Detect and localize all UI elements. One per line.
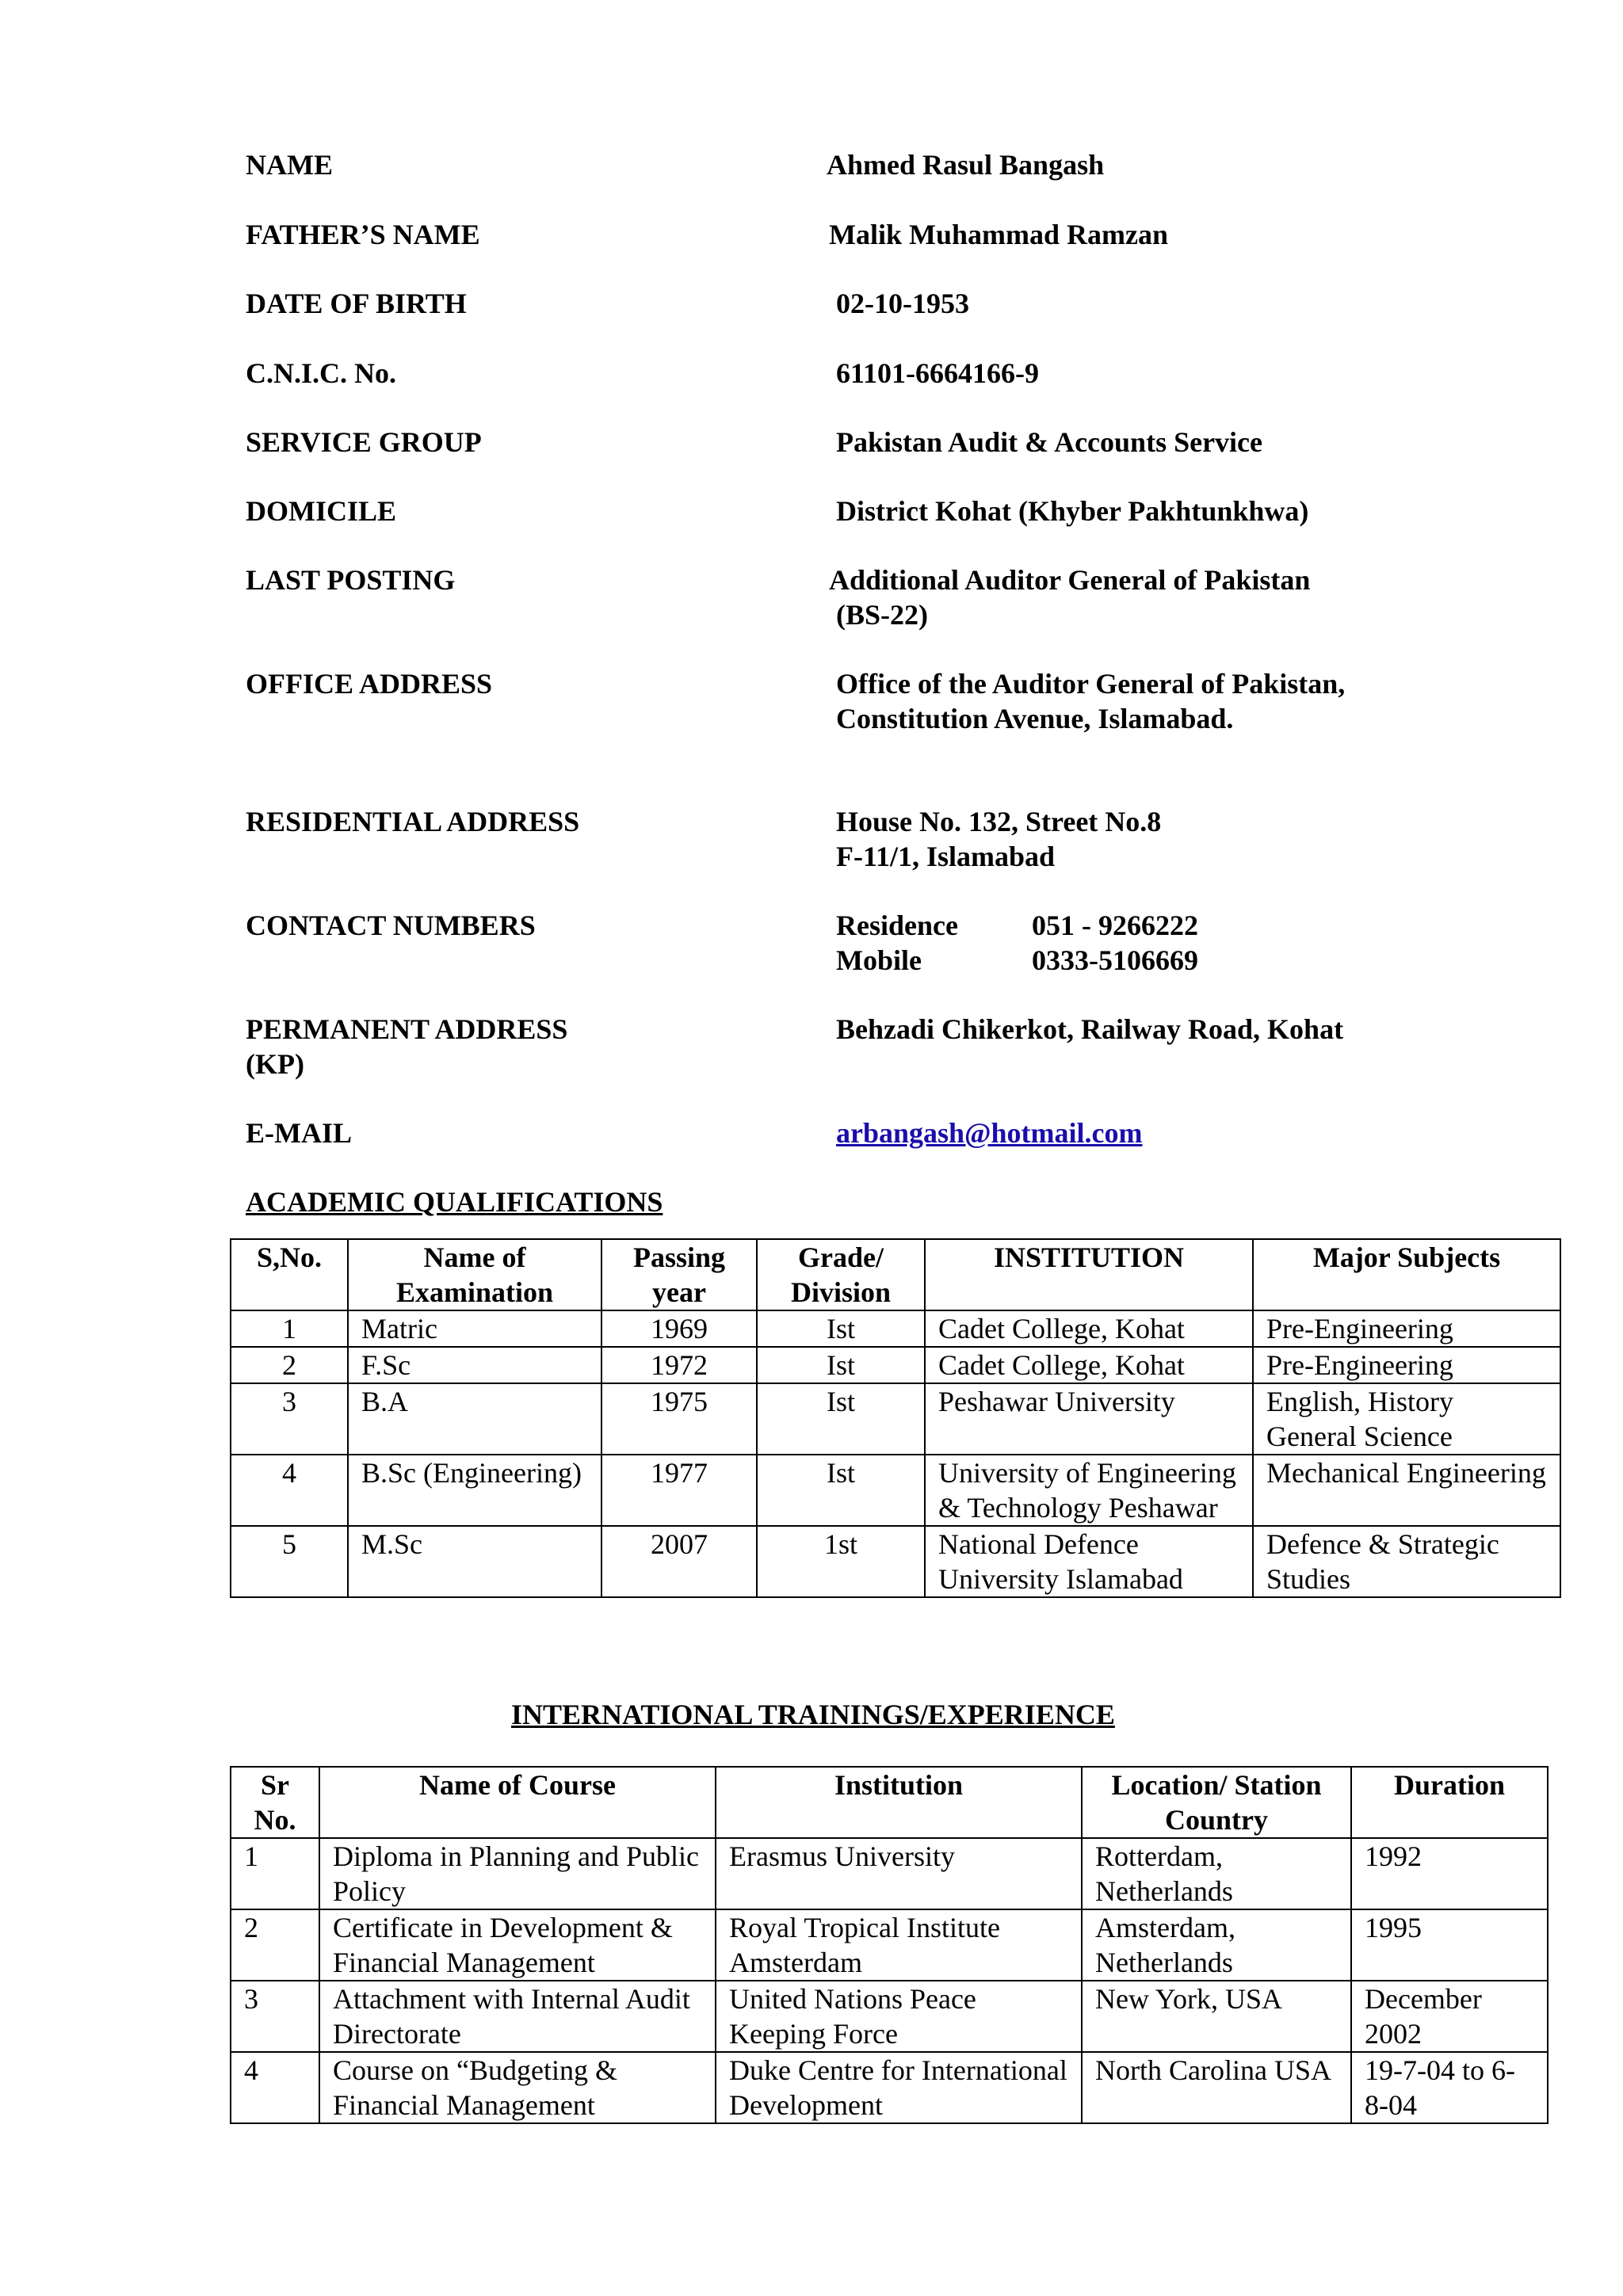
table-row [231, 1526, 1560, 1597]
father-name-value: Malik Muhammad Ramzan [829, 219, 1169, 250]
table-cell: Ist [757, 1383, 925, 1455]
table-cell: 4 [231, 1455, 348, 1526]
office-address-line2: Constitution Avenue, Islamabad. [836, 703, 1234, 734]
table-cell: United Nations Peace Keeping Force [716, 1981, 1082, 2052]
name-value: Ahmed Rasul Bangash [827, 149, 1105, 181]
table-row [231, 1347, 1560, 1383]
table-cell: M.Sc [348, 1526, 601, 1597]
academic-col-sno: S,No. [231, 1239, 348, 1310]
office-address-line1: Office of the Auditor General of Pakistan, [836, 668, 1346, 700]
table-cell: 2 [231, 1347, 348, 1383]
academic-col-grade: Grade/ Division [757, 1239, 925, 1310]
table-cell: 1 [231, 1838, 319, 1909]
name-label: NAME [246, 149, 333, 181]
table-cell: Course on “Budgeting & Financial Management [319, 2052, 716, 2123]
table-cell: 1992 [1351, 1838, 1548, 1909]
table-cell: 3 [231, 1383, 348, 1455]
table-cell: Certificate in Development & Financial Management [319, 1909, 716, 1981]
table-cell: Royal Tropical Institute Amsterdam [716, 1909, 1082, 1981]
table-row [231, 1909, 1548, 1981]
service-group-label: SERVICE GROUP [246, 426, 482, 458]
trainings-table [230, 1766, 1549, 2124]
trainings-col-institution: Institution [716, 1767, 1082, 1838]
contact-mobile-number: 0333-5106669 [1032, 944, 1198, 976]
table-cell: Cadet College, Kohat [925, 1310, 1253, 1347]
academic-col-exam: Name of Examination [348, 1239, 601, 1310]
cnic-value: 61101-6664166-9 [836, 357, 1039, 389]
table-cell: Mechanical Engineering [1253, 1455, 1560, 1526]
academic-table [230, 1238, 1561, 1598]
email-link[interactable]: arbangash@hotmail.com [836, 1117, 1143, 1149]
table-cell: North Carolina USA [1082, 2052, 1351, 2123]
trainings-col-location: Location/ Station Country [1082, 1767, 1351, 1838]
table-cell: 2007 [601, 1526, 757, 1597]
table-cell: 5 [231, 1526, 348, 1597]
last-posting-label: LAST POSTING [246, 564, 456, 596]
contact-residence-number: 051 - 9266222 [1032, 910, 1198, 941]
permanent-address-label-kp: (KP) [246, 1048, 304, 1080]
dob-value: 02-10-1953 [836, 288, 969, 319]
table-cell: B.A [348, 1383, 601, 1455]
table-cell: Ist [757, 1455, 925, 1526]
table-row [231, 2052, 1548, 2123]
table-row [231, 1310, 1560, 1347]
trainings-header-row [231, 1767, 1548, 1838]
table-cell: 1st [757, 1526, 925, 1597]
table-cell: Attachment with Internal Audit Directorate [319, 1981, 716, 2052]
domicile-label: DOMICILE [246, 495, 397, 527]
office-address-label: OFFICE ADDRESS [246, 668, 493, 700]
cnic-label: C.N.I.C. No. [246, 357, 397, 389]
table-cell: Duke Centre for International Development [716, 2052, 1082, 2123]
table-cell: 4 [231, 2052, 319, 2123]
last-posting-value-line2: (BS-22) [836, 599, 928, 631]
table-cell: New York, USA [1082, 1981, 1351, 2052]
table-cell: 1 [231, 1310, 348, 1347]
table-row [231, 1383, 1560, 1455]
trainings-col-duration: Duration [1351, 1767, 1548, 1838]
academic-heading: ACADEMIC QUALIFICATIONS [246, 1186, 663, 1218]
permanent-address-label: PERMANENT ADDRESS [246, 1013, 568, 1045]
table-cell: 19-7-04 to 6-8-04 [1351, 2052, 1548, 2123]
table-cell: English, History General Science [1253, 1383, 1560, 1455]
table-cell: Amsterdam, Netherlands [1082, 1909, 1351, 1981]
table-cell: Diploma in Planning and Public Policy [319, 1838, 716, 1909]
domicile-value: District Kohat (Khyber Pakhtunkhwa) [836, 495, 1309, 527]
table-cell: F.Sc [348, 1347, 601, 1383]
table-cell: Erasmus University [716, 1838, 1082, 1909]
last-posting-value-line1: Additional Auditor General of Pakistan [829, 564, 1311, 596]
table-cell: Pre-Engineering [1253, 1347, 1560, 1383]
table-cell: Cadet College, Kohat [925, 1347, 1253, 1383]
table-cell: 1977 [601, 1455, 757, 1526]
academic-col-institution: INSTITUTION [925, 1239, 1253, 1310]
table-cell: 1975 [601, 1383, 757, 1455]
academic-col-subjects: Major Subjects [1253, 1239, 1560, 1310]
table-cell: Peshawar University [925, 1383, 1253, 1455]
table-cell: 2 [231, 1909, 319, 1981]
table-cell: University of Engineering & Technology Peshawar [925, 1455, 1253, 1526]
table-cell: Ist [757, 1310, 925, 1347]
dob-label: DATE OF BIRTH [246, 288, 467, 319]
permanent-address-value: Behzadi Chikerkot, Railway Road, Kohat [836, 1013, 1344, 1045]
trainings-col-srno: Sr No. [231, 1767, 319, 1838]
table-cell: Rotterdam, Netherlands [1082, 1838, 1351, 1909]
trainings-col-course: Name of Course [319, 1767, 716, 1838]
residential-address-line2: F-11/1, Islamabad [836, 841, 1056, 872]
table-cell: 1995 [1351, 1909, 1548, 1981]
table-cell: 3 [231, 1981, 319, 2052]
table-cell: Pre-Engineering [1253, 1310, 1560, 1347]
residential-address-line1: House No. 132, Street No.8 [836, 806, 1162, 837]
table-cell: 1969 [601, 1310, 757, 1347]
table-cell: 1972 [601, 1347, 757, 1383]
table-cell: B.Sc (Engineering) [348, 1455, 601, 1526]
table-cell: December 2002 [1351, 1981, 1548, 2052]
table-cell: Matric [348, 1310, 601, 1347]
father-name-label: FATHER’S NAME [246, 219, 480, 250]
contact-residence-label: Residence [836, 910, 958, 941]
academic-header-row [231, 1239, 1560, 1310]
table-cell: Defence & Strategic Studies [1253, 1526, 1560, 1597]
table-row [231, 1838, 1548, 1909]
table-row [231, 1981, 1548, 2052]
contact-numbers-label: CONTACT NUMBERS [246, 910, 536, 941]
academic-col-year: Passing year [601, 1239, 757, 1310]
service-group-value: Pakistan Audit & Accounts Service [836, 426, 1263, 458]
table-cell: Ist [757, 1347, 925, 1383]
trainings-heading: INTERNATIONAL TRAININGS/EXPERIENCE [511, 1699, 1115, 1730]
table-cell: National Defence University Islamabad [925, 1526, 1253, 1597]
email-label: E-MAIL [246, 1117, 352, 1149]
contact-mobile-label: Mobile [836, 944, 922, 976]
residential-address-label: RESIDENTIAL ADDRESS [246, 806, 580, 837]
table-row [231, 1455, 1560, 1526]
